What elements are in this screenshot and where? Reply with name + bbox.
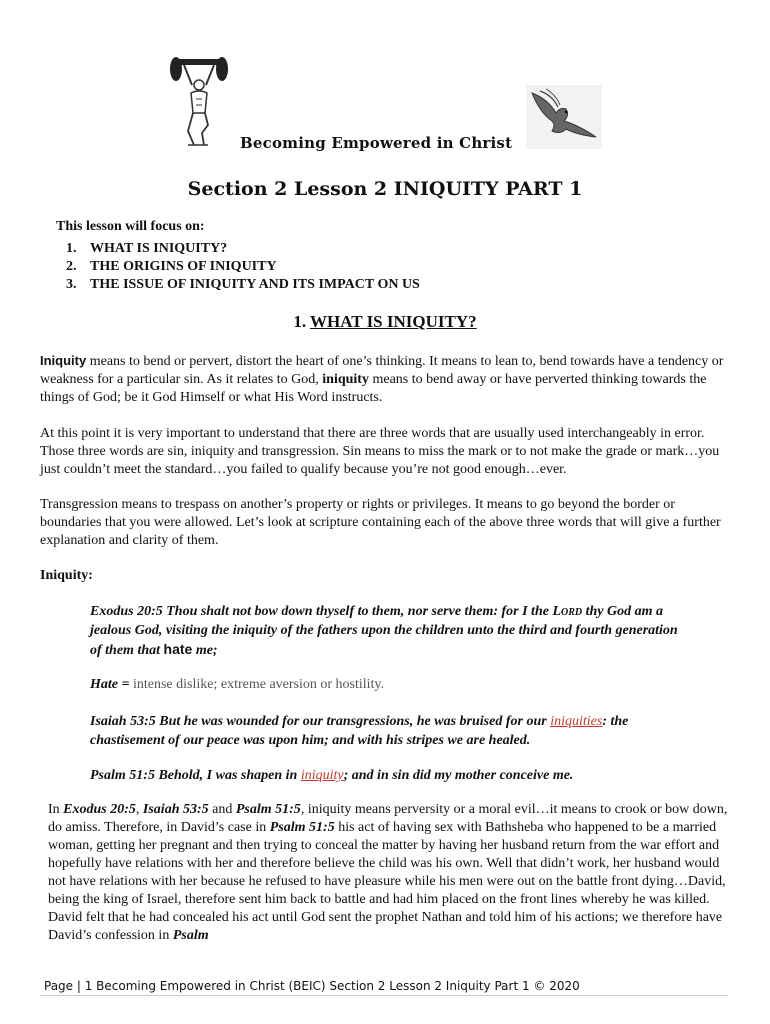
page-footer: Page | 1 Becoming Empowered in Christ (BEIC) Section 2 Lesson 2 Iniquity Part 1 © 2020	[44, 979, 580, 993]
paragraph-transgression: Transgression means to trespass on another’s property or rights or privileges. It means to go beyond the border or boundaries that you were allowed. Let’s look at scripture containing each of the above three words that will give a further explanation and clarity of them.	[40, 497, 721, 548]
focus-list	[66, 240, 420, 294]
iniquities-link[interactable]: iniquities	[550, 714, 603, 729]
verse-exodus: Exodus 20:5 Thou shalt not bow down thyself to them, nor serve them: for I the Lord thy God am a jealous God, visiting the iniquity of the fathers upon the children unto the third and fourth generation of them that hate me;	[90, 604, 678, 658]
weightlifter-icon	[168, 55, 230, 147]
list-item: 3. THE ISSUE OF INIQUITY AND ITS IMPACT ON US	[66, 277, 420, 292]
iniquity-heading: Iniquity:	[40, 568, 93, 583]
paragraph-three-words: At this point it is very important to understand that there are three words that are usually used interchangeably in error. Those three words are sin, iniquity and transgression. Sin means to miss the mark or to not make the grade or mark…you just couldn’t meet the standard…you failed to qualify because you’re not good enough…ever.	[40, 426, 720, 477]
lesson-title: Section 2 Lesson 2 INIQUITY PART 1	[187, 178, 583, 200]
eagle-icon	[526, 85, 602, 149]
paragraph-david: In Exodus 20:5, Isaiah 53:5 and Psalm 51:5, iniquity means perversity or a moral evil…it means to crook or bow down, do amiss. Therefore, in David’s case in Psalm 51:5 his act of having sex with Bathsheba who happened to be a married woman, getting her pregnant and then trying to conceal the matter by having her husband return from the war effort and hopefully have relations with her and therefore believe the child was his own. Well that didn’t work, her husband would not have relations with her because he refused to have pleasure while his men were out on the battle front dying…David, being the king of Israel, therefore sent him back to battle and had him placed on the front lines whereby he was killed. David felt that he had concealed his act until God sent the prophet Nathan and told him of his actions; we therefore have David’s confession in Psalm	[48, 802, 728, 943]
list-item: 1. WHAT IS INIQUITY?	[66, 241, 228, 256]
section-heading: 1. WHAT IS INIQUITY?	[293, 312, 477, 331]
paragraph-iniquity-definition: Iniquity means to bend or pervert, distort the heart of one’s thinking. It means to lean to, bend towards have a tendency or weakness for a particular sin. As it relates to God, iniquity means to bend away or have perverted thinking towards the things of God; be it God Himself or what His Word instructs.	[40, 353, 724, 405]
focus-intro: This lesson will focus on:	[56, 219, 205, 234]
verse-isaiah: Isaiah 53:5 But he was wounded for our transgressions, he was bruised for our iniquities: the chastisement of our peace was upon him; and with his stripes we are healed.	[90, 714, 629, 748]
hate-definition: Hate = intense dislike; extreme aversion or hostility.	[90, 677, 385, 692]
footer-divider	[40, 995, 728, 996]
iniquity-link[interactable]: iniquity	[300, 768, 344, 783]
brand-title: Becoming Empowered in Christ	[240, 134, 513, 152]
list-item: 2. THE ORIGINS OF INIQUITY	[66, 259, 277, 274]
verse-psalm: Psalm 51:5 Behold, I was shapen in iniquity; and in sin did my mother conceive me.	[90, 768, 574, 783]
